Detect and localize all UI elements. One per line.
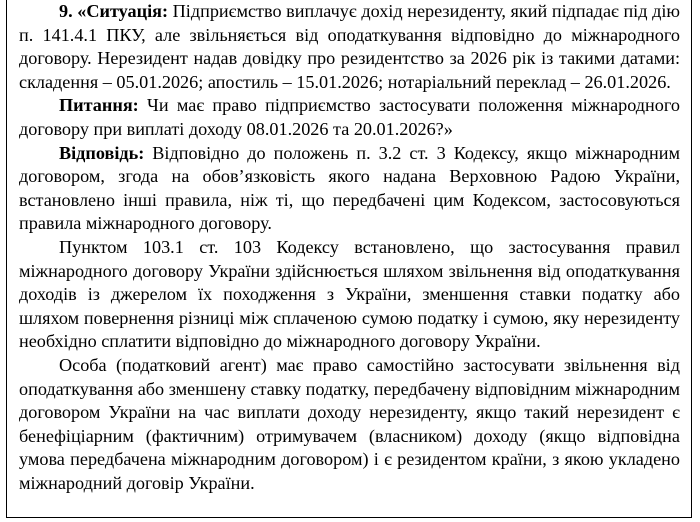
situation-text: Підприємство виплачує дохід нерезиденту, який підпадає під дію п. 141.4.1 ПКУ, але звільняється від оподаткування відповідно до міжнародного договору. Нерезидент надав довідку про резидентство за 2026 рік із такими датами: складення – 05.01.2026; апостиль – 15.01.2026; нотаріальний переклад – 26.01.2026. [19, 1, 680, 92]
question-text: Чи має право підприємство застосувати положення міжнародного договору при виплаті доходу 08.01.2026 та 20.01.2026?» [19, 95, 680, 139]
answer-text: Відповідно до положень п. 3.2 ст. 3 Кодексу, якщо міжнародним договором, згода на обов’язковість якого надана Верховною Радою України, встановлено інші правила, ніж ті, що передбачені цим Кодексом, застосовуються правила міжнародного договору. [19, 142, 680, 234]
question-paragraph [19, 94, 680, 141]
answer-paragraph [19, 142, 680, 236]
question-label: Питання: [59, 95, 139, 116]
body-paragraph: Особа (податковий агент) має право самостійно застосувати звільнення від оподаткування або зменшену ставку податку, передбачену відповідним міжнародним договором України на час виплати доходу нерезиденту, якщо такий нерезидент є бенефіціарним (фактичним) отримувачем (власником) доходу (якщо відповідна умова передбачена міжнародним договором) і є резидентом країни, з якою укладено міжнародний договір України. [19, 354, 680, 493]
document-body [19, 0, 680, 495]
situation-label: «Ситуація: [77, 1, 169, 21]
situation-number: 9. [59, 1, 73, 21]
body-paragraph: Пунктом 103.1 ст. 103 Кодексу встановлено, що застосування правил міжнародного договору України здійснюється шляхом звільнення від оподаткування доходів із джерелом їх походження з України, зменшення ставки податку або шляхом повернення різниці між сплаченою сумою податку і сумою, яку нерезиденту необхідно сплатити відповідно до міжнародного договору України. [19, 236, 680, 352]
situation-paragraph [19, 0, 680, 94]
answer-label: Відповідь: [59, 142, 145, 163]
